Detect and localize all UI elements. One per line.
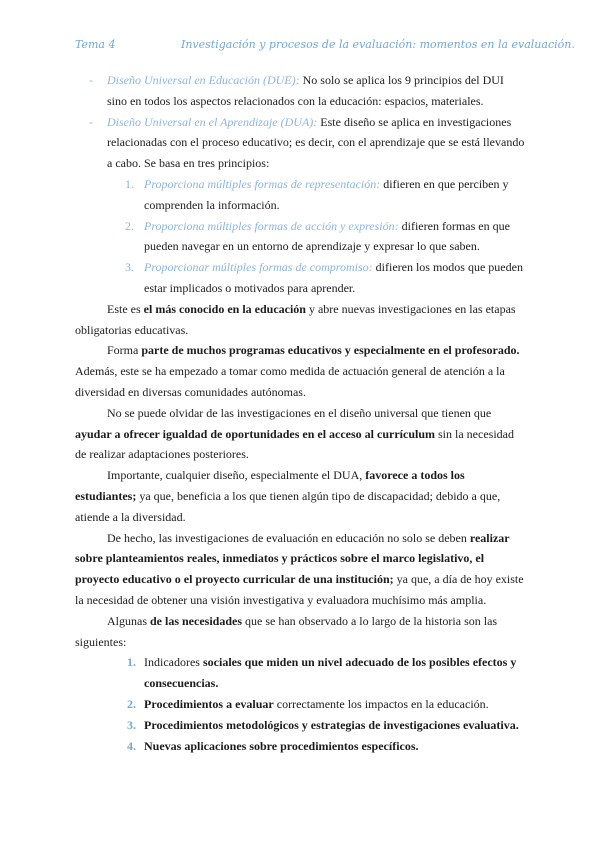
paragraph (75, 465, 525, 527)
page-header (75, 38, 575, 54)
paragraph (75, 403, 525, 465)
paragraph (75, 528, 525, 611)
principle-text: difieren formas en que pueden navegar en un entorno de aprendizaje y expresar lo que saben. (144, 218, 510, 254)
need-text: correctamente los impactos en la educación. (273, 696, 489, 711)
paragraph (75, 340, 525, 402)
paragraph-text: y abre nuevas investigaciones en las etapas obligatorias educativas. (75, 301, 516, 337)
paragraph-text: Además, este se ha empezado a tomar como medida de actuación general de atención a la diversidad en diversas comunidades autónomas. (75, 364, 505, 399)
need-bold: Nuevas aplicaciones sobre procedimientos específicos. (144, 738, 419, 753)
principle-term: Proporcionar múltiples formas de compromiso: (144, 260, 373, 275)
principle-item (75, 174, 525, 216)
principle-number: 1. (125, 176, 134, 191)
principle-term: Proporciona múltiples formas de acción y expresión: (144, 218, 399, 233)
bullet-text: Este diseño se aplica en investigaciones relacionadas con el proceso educativo; es decir, con el aprendizaje que se está llevando a cabo. Se basa en tres principios: (107, 114, 525, 171)
need-text: Indicadores (144, 655, 203, 670)
need-number: 3. (127, 717, 136, 732)
principle-item (75, 257, 525, 299)
need-item (75, 736, 525, 757)
header-title: Investigación y procesos de la evaluación: momentos en la evaluación. (181, 38, 575, 51)
topic-label: Tema 4 (75, 38, 116, 51)
paragraph (75, 299, 525, 341)
paragraph-bold: parte de muchos programas educativos y especialmente en el profesorado. (141, 343, 520, 358)
need-item (75, 694, 525, 715)
paragraph-text: Algunas (107, 613, 150, 628)
principle-term: Proporciona múltiples formas de representación: (144, 176, 381, 191)
need-number: 1. (127, 655, 136, 670)
principle-text: difieren en que perciben y comprenden la información. (144, 176, 509, 212)
bullet-term: Diseño Universal en Educación (DUE): (107, 73, 300, 87)
need-number: 4. (127, 738, 136, 753)
paragraph-bold: el más conocido en la educación (143, 301, 306, 316)
paragraph-bold: ayudar a ofrecer igualdad de oportunidades en el acceso al currículum (75, 426, 435, 441)
paragraph-text: No se puede olvidar de las investigaciones en el diseño universal que tienen que (107, 405, 492, 420)
paragraph (75, 611, 525, 653)
need-bold: sociales que miden un nivel adecuado de los posibles efectos y consecuencias. (144, 655, 517, 691)
paragraph-text: Este es (107, 301, 144, 316)
paragraph-bold: de las necesidades (150, 613, 243, 628)
bullet-marker: - (89, 73, 93, 87)
paragraph-text: ya que, a día de hoy existe la necesidad de obtener una visión investigativa y evaluadora muchísimo más amplia. (75, 572, 524, 607)
bullet-text: No solo se aplica los 9 principios del DUI sino en todos los aspectos relacionados con la educación: espacios, materiales. (107, 73, 504, 108)
need-number: 2. (127, 696, 136, 711)
principle-item (75, 216, 525, 258)
paragraph-text: De hecho, las investigaciones de evaluación en educación no solo se deben (107, 530, 470, 545)
paragraph-text: sin la necesidad de realizar adaptaciones posteriores. (75, 426, 514, 462)
need-item (75, 715, 525, 736)
paragraph-text: Forma (107, 343, 142, 358)
need-bold: Procedimientos metodológicos y estrategias de investigaciones evaluativa. (144, 717, 519, 732)
paragraph-text: Importante, cualquier diseño, especialmente el DUA, (107, 468, 366, 483)
paragraph-text: que se han observado a lo largo de la historia son las siguientes: (75, 613, 498, 649)
bullet-marker: - (89, 114, 93, 129)
need-bold: Procedimientos a evaluar (144, 696, 274, 711)
principle-number: 2. (125, 218, 134, 233)
need-item (75, 652, 525, 694)
principle-number: 3. (125, 260, 134, 275)
bullet-due (75, 70, 525, 112)
paragraph-bold: realizar sobre planteamientos reales, inmediatos y prácticos sobre el marco legislativo, el proyecto educativo o el proyecto curricular de una institución; (75, 530, 510, 587)
document-body (75, 70, 525, 756)
bullet-term: Diseño Universal en el Aprendizaje (DUA): (107, 114, 318, 129)
paragraph-text: ya que, beneficia a los que tienen algún tipo de discapacidad; debido a que, atiende a la diversidad. (75, 488, 501, 524)
paragraph-bold: favorece a todos los estudiantes; (75, 468, 465, 503)
bullet-dua (75, 112, 525, 174)
principle-text: difieren los modos que pueden estar implicados o motivados para aprender. (144, 260, 523, 295)
